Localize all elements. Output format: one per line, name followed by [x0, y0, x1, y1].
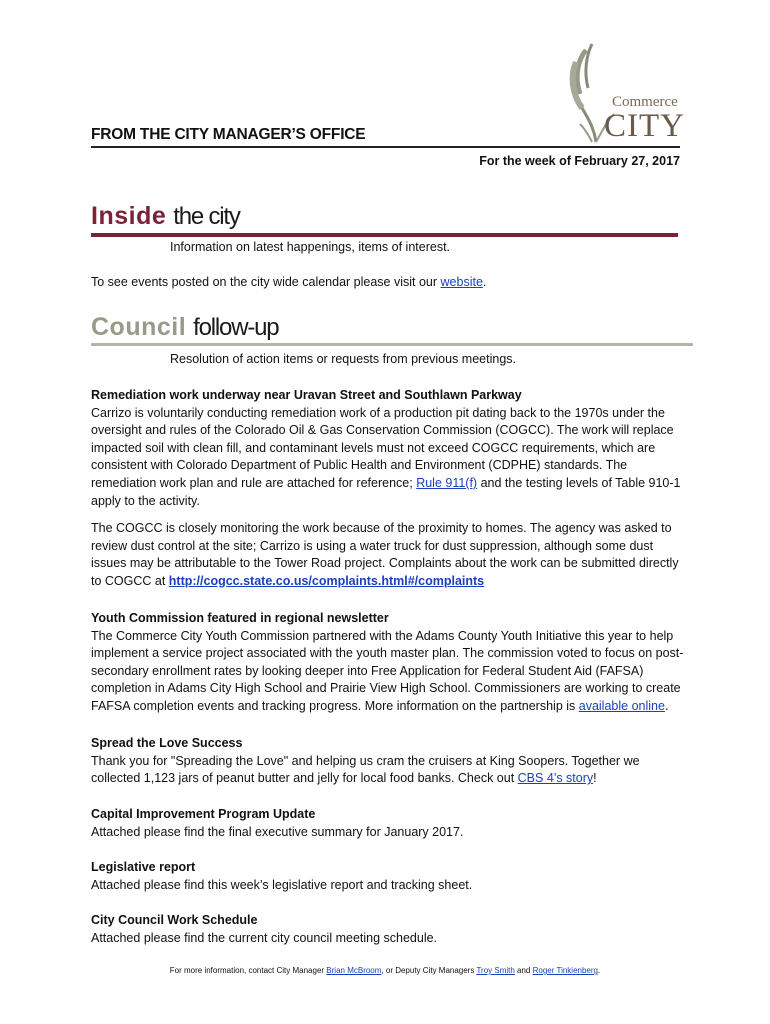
footer-text-1: For more information, contact City Manager: [169, 966, 327, 975]
remediation-paragraph-2: [91, 520, 686, 590]
brian-mcbroom-link[interactable]: Brian McBroom: [326, 966, 382, 975]
header-divider: [91, 146, 680, 148]
remediation-body-2: The COGCC is closely monitoring the work because of the proximity to homes. The agency was asked to review dust control at the site; Carrizo is using a water truck for dust suppression, although some dust issues may be attributable to the Tower Road project. Complaints about the work can be submitted directly to COGCC at: [91, 521, 679, 588]
inside-heading-light: the city: [173, 203, 240, 230]
council-heading-bold: Council: [91, 313, 187, 341]
council-heading-light: follow-up: [193, 314, 279, 341]
inside-divider: [91, 233, 678, 237]
legislative-item: [91, 859, 686, 894]
schedule-item: [91, 912, 686, 947]
remediation-item: [91, 387, 686, 510]
calendar-text: To see events posted on the city wide calendar please visit our: [91, 275, 441, 289]
office-title: FROM THE CITY MANAGER’S OFFICE: [91, 126, 366, 143]
love-end: !: [593, 771, 597, 786]
inside-heading-bold: Inside: [91, 202, 167, 230]
remediation-body-1-end: and the testing levels of Table 910-1 apply to the activity.: [91, 475, 681, 508]
youth-item: [91, 610, 686, 716]
calendar-end: .: [482, 275, 487, 289]
love-body: Thank you for "Spreading the Love" and helping us cram the cruisers at King Soopers. Together we collected 1,123 jars of peanut butter and jelly for local food banks. Check out: [91, 753, 640, 786]
inside-subtitle: Information on latest happenings, items of interest.: [170, 240, 451, 254]
love-title: Spread the Love Success: [91, 736, 243, 750]
footer-text-2: , or Deputy City Managers: [381, 966, 477, 975]
footer-text-3: and: [514, 966, 533, 975]
available-online-link[interactable]: available online: [578, 698, 665, 713]
calendar-paragraph: [91, 274, 686, 292]
youth-end: .: [664, 698, 669, 713]
website-link[interactable]: website: [440, 275, 483, 289]
roger-tinkienberg-link[interactable]: Roger Tinkienberg: [532, 966, 598, 975]
week-date: For the week of February 27, 2017: [479, 154, 680, 168]
inside-heading: [91, 202, 240, 231]
cogcc-complaints-link[interactable]: http://cogcc.state.co.us/complaints.html#/complaints: [168, 573, 485, 588]
council-subtitle: Resolution of action items or requests from previous meetings.: [170, 352, 516, 366]
remediation-body-1: Carrizo is voluntarily conducting remediation work of a production pit dating back to the 1970s under the oversight and rules of the Colorado Oil & Gas Conservation Commission (COGCC). The work will replace impacted soil with clean fill, and contaminant levels must not exceed COGCC requirements, which are consistent with Colorado Department of Public Health and Environment (CDPHE) standards. The remediation work plan and rule are attached for reference;: [91, 405, 674, 490]
legislative-title: Legislative report: [91, 860, 196, 874]
council-divider: [91, 343, 693, 346]
love-item: [91, 735, 686, 788]
cip-item: [91, 806, 686, 841]
schedule-body: Attached please find the current city council meeting schedule.: [91, 930, 438, 945]
cip-body: Attached please find the final executive summary for January 2017.: [91, 824, 464, 839]
logo-city: CITY: [604, 108, 685, 144]
footer-text-4: .: [597, 966, 601, 975]
rule-911f-link[interactable]: Rule 911(f): [416, 475, 478, 490]
youth-body: The Commerce City Youth Commission partnered with the Adams County Youth Initiative this year to help implement a service project associated with the youth master plan. The commission voted to focus on post-secondary enrollment rates by looking deeper into Free Application for Federal Student Aid (FAFSA) completion in Adams City High School and Prairie View High School. Commissioners are working to create FAFSA completion events and tracking progress. More information on the partnership is: [91, 628, 684, 713]
troy-smith-link[interactable]: Troy Smith: [476, 966, 515, 975]
cip-title: Capital Improvement Program Update: [91, 807, 316, 821]
youth-title: Youth Commission featured in regional newsletter: [91, 611, 389, 625]
logo-commerce: Commerce: [612, 94, 678, 110]
schedule-title: City Council Work Schedule: [91, 913, 258, 927]
cbs4-story-link[interactable]: CBS 4’s story: [517, 771, 594, 786]
council-heading: [91, 313, 278, 342]
remediation-title: Remediation work underway near Uravan Street and Southlawn Parkway: [91, 388, 522, 402]
footer-contact: [0, 966, 770, 975]
legislative-body: Attached please find this week’s legislative report and tracking sheet.: [91, 877, 473, 892]
